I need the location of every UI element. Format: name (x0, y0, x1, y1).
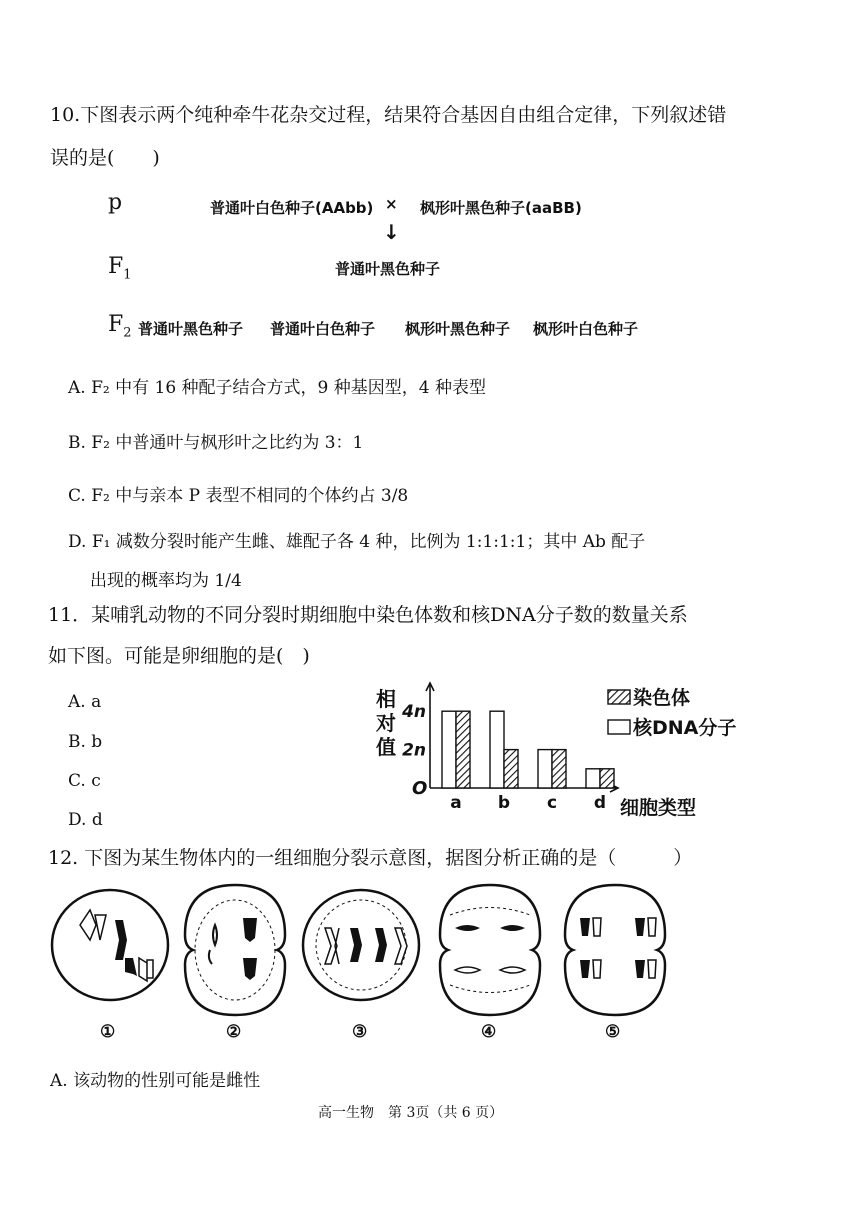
cross-f2-offspring-1: 普通叶黑色种子 (138, 320, 244, 338)
q10-option-b[interactable]: B. F₂ 中普通叶与枫形叶之比约为 3：1 (68, 433, 364, 453)
bar-chart (368, 678, 768, 828)
q10-stem-line1: 10.下图表示两个纯种牵牛花杂交过程，结果符合基因自由组合定律，下列叙述错 (50, 104, 727, 126)
cross-f2-offspring-3: 枫形叶黑色种子 (405, 320, 511, 338)
bar-chromosome-d (600, 769, 614, 788)
x-tick-label-b: b (497, 793, 511, 813)
cross-p-label: p (108, 190, 123, 215)
cross-f2-label: $F_2$ (108, 312, 132, 341)
bar-chromosome-a (456, 711, 470, 788)
cell-label-3: ③ (352, 1022, 368, 1042)
bar-chromosome-b (504, 750, 518, 788)
legend-label: 核DNA分子 (633, 717, 737, 739)
bar-dna-c (538, 750, 552, 788)
cross-f2-offspring-4: 枫形叶白色种子 (533, 320, 639, 338)
page-footer: 高一生物 第 3页（共 6 页） (318, 1105, 504, 1121)
cross-parent1: 普通叶白色种子(AAbb) (210, 199, 374, 217)
cross-f1-offspring: 普通叶黑色种子 (335, 260, 441, 278)
legend-swatch (608, 690, 630, 704)
q10-option-d-line1[interactable]: D. F₁ 减数分裂时能产生雌、雄配子各 4 种，比例为 1:1:1:1；其中 Ab 配子 (68, 532, 646, 552)
cell-label-1: ① (100, 1022, 116, 1042)
cell-5-diagram (565, 885, 665, 1015)
bar-dna-a (442, 711, 456, 788)
y-axis-label-char: 值 (376, 735, 396, 759)
q10-option-d-line2: 出现的概率均为 1/4 (90, 571, 242, 591)
legend-label: 染色体 (633, 687, 691, 709)
x-tick-label-a: a (450, 793, 462, 813)
q11-stem-line1: 11．某哺乳动物的不同分裂时期细胞中染色体数和核DNA分子数的数量关系 (48, 604, 688, 626)
q11-stem-line2: 如下图。可能是卵细胞的是( ) (48, 645, 310, 667)
cell-1-diagram (52, 890, 168, 1000)
bar-dna-b (490, 711, 504, 788)
cell-2-diagram (185, 885, 285, 1015)
y-axis-label-char: 对 (376, 711, 396, 735)
y-tick-label: 4n (402, 702, 426, 723)
x-axis-label: 细胞类型 (620, 797, 697, 819)
q12-stem: 12. 下图为某生物体内的一组细胞分裂示意图，据图分析正确的是（ ） (48, 847, 693, 869)
q11-option-a[interactable]: A. a (68, 692, 102, 712)
cross-f2-offspring-2: 普通叶白色种子 (270, 320, 376, 338)
cross-symbol: × (385, 195, 398, 213)
q11-option-b[interactable]: B. b (68, 732, 103, 752)
q10-option-c[interactable]: C. F₂ 中与亲本 P 表型不相同的个体约占 3/8 (68, 486, 409, 506)
legend-swatch (608, 720, 630, 734)
cross-arrow: ↓ (383, 220, 400, 244)
q11-option-d[interactable]: D. d (68, 810, 103, 830)
q12-option-a[interactable]: A. 该动物的性别可能是雌性 (50, 1071, 261, 1091)
cell-label-2: ② (226, 1022, 242, 1042)
cell-label-4: ④ (481, 1022, 497, 1042)
y-tick-label: 2n (402, 740, 426, 761)
origin-label: O (412, 778, 428, 799)
cell-label-5: ⑤ (605, 1022, 621, 1042)
cell-division-diagrams (45, 880, 745, 1020)
q10-stem-line2: 误的是( ) (50, 147, 160, 169)
cell-3-diagram (303, 890, 419, 1000)
cell-4-diagram (440, 885, 540, 1015)
x-tick-label-d: d (593, 793, 607, 813)
bar-chromosome-c (552, 750, 566, 788)
q10-option-a[interactable]: A. F₂ 中有 16 种配子结合方式，9 种基因型，4 种表型 (68, 378, 486, 398)
cross-parent2: 枫形叶黑色种子(aaBB) (420, 199, 582, 217)
x-tick-label-c: c (546, 793, 558, 813)
q11-option-c[interactable]: C. c (68, 771, 101, 791)
cross-f1-label: $F_1$ (108, 254, 132, 283)
bar-dna-d (586, 769, 600, 788)
y-axis-label-char: 相 (376, 687, 396, 711)
